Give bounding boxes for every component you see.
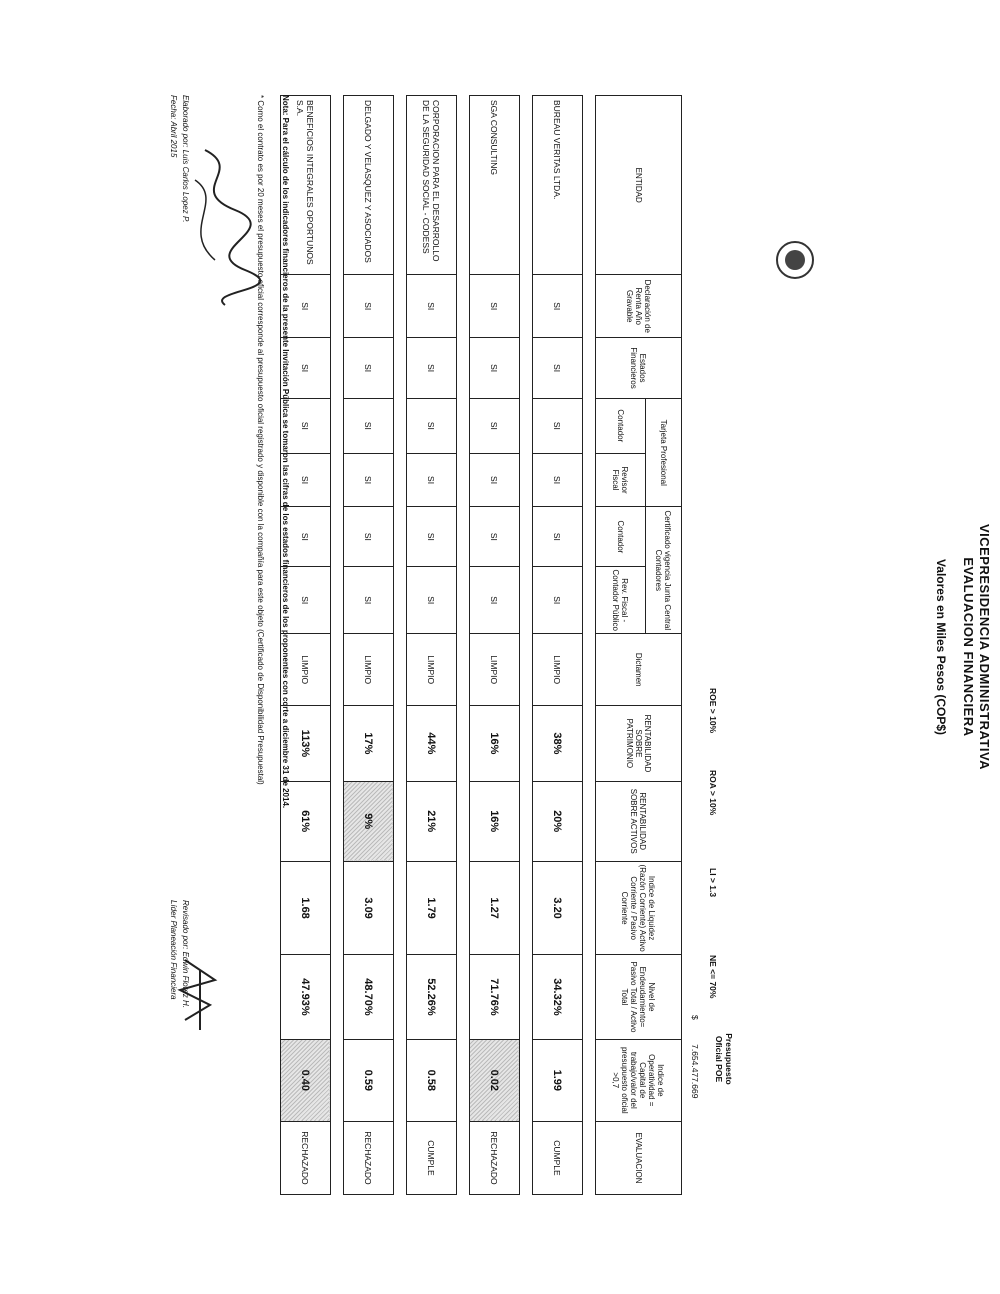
cell-tarjeta-revisor: SI bbox=[533, 453, 583, 507]
cell-evaluacion: CUMPLE bbox=[533, 1121, 583, 1194]
entity-name: BUREAU VERITAS LTDA. bbox=[533, 96, 583, 275]
revisado-por: Revisado por: Edwin Florez H. bbox=[181, 900, 190, 1009]
header-tarjeta: Tarjeta Profesional bbox=[646, 399, 682, 507]
cell-operatividad: 0.02 bbox=[470, 1039, 520, 1121]
cell-roe: 44% bbox=[407, 706, 457, 781]
cell-tarjeta-contador: SI bbox=[344, 399, 394, 454]
note-calculo: Nota: Para el cálculo de los indicadores financieros de la presente Invitación Pública se tomaron las cifras de los estados financieros de los proponentes con corte a diciembre 31 de 2014. bbox=[281, 95, 290, 809]
cell-operatividad: 0.59 bbox=[344, 1039, 394, 1121]
cell-evaluacion: CUMPLE bbox=[407, 1121, 457, 1194]
cell-roe: 113% bbox=[281, 706, 331, 781]
entity-name: CORPORACION PARA EL DESARROLLO DE LA SEGURIDAD SOCIAL - CODESS bbox=[407, 96, 457, 275]
cell-evaluacion: RECHAZADO bbox=[281, 1121, 331, 1194]
table-row bbox=[344, 96, 394, 1195]
cell-evaluacion: RECHAZADO bbox=[344, 1121, 394, 1194]
header-entidad: ENTIDAD bbox=[596, 96, 682, 275]
title-evaluacion: EVALUACION FINANCIERA bbox=[961, 557, 976, 737]
title-vicepresidencia: VICEPRESIDENCIA ADMINISTRATIVA bbox=[977, 523, 992, 771]
cell-cert-contador: SI bbox=[344, 507, 394, 567]
cell-declaracion: SI bbox=[407, 275, 457, 338]
elaborado-por: Elaborado por: Luis Carlos Lopez P. bbox=[181, 95, 190, 223]
table-row bbox=[407, 96, 457, 1195]
roa-constraint: ROA > 10% bbox=[708, 770, 718, 816]
cell-declaracion: SI bbox=[470, 275, 520, 338]
cell-liquidez: 3.09 bbox=[344, 861, 394, 954]
header-endeudamiento: Nivel de Endeudamiento= Pasivo Total / Activo Total bbox=[596, 955, 682, 1039]
cell-cert-revisor: SI bbox=[344, 567, 394, 634]
cell-operatividad: 1.99 bbox=[533, 1039, 583, 1121]
header-cert-revisor: Rev. Fiscal - Contador Público bbox=[596, 567, 646, 634]
cell-estados: SI bbox=[344, 338, 394, 399]
cell-declaracion: SI bbox=[281, 275, 331, 338]
cell-cert-revisor: SI bbox=[407, 567, 457, 634]
note-contrato: * Como el contrato es por 20 meses el presupuesto oficial corresponde al presupuesto oficial registrado y disponible con la compañía para este objeto (Certificado de Disponibilidad Presupuestal) bbox=[256, 95, 265, 785]
values-unit-subtitle: Valores en Miles Pesos (COP$) bbox=[934, 558, 948, 736]
cell-liquidez: 3.20 bbox=[533, 861, 583, 954]
header-cert-contador: Contador bbox=[596, 507, 646, 567]
cell-endeudamiento: 52.26% bbox=[407, 955, 457, 1039]
entity-name: BENEFICIOS INTEGRALES OPORTUNOS S.A. bbox=[281, 96, 331, 275]
header-tarjeta-contador: Contador bbox=[596, 399, 646, 454]
cell-endeudamiento: 47.93% bbox=[281, 955, 331, 1039]
cell-roe: 38% bbox=[533, 706, 583, 781]
cell-operatividad: 0.58 bbox=[407, 1039, 457, 1121]
cell-estados: SI bbox=[281, 338, 331, 399]
cell-roa: 20% bbox=[533, 781, 583, 861]
budget-value: 7.654.477.669 bbox=[690, 1044, 700, 1099]
header-roa: RENTABILIDAD SOBRE ACTIVOS bbox=[596, 781, 682, 861]
cell-endeudamiento: 34.32% bbox=[533, 955, 583, 1039]
cell-roa: 16% bbox=[470, 781, 520, 861]
li-constraint: LI > 1.3 bbox=[708, 868, 718, 898]
cell-operatividad: 0.40 bbox=[281, 1039, 331, 1121]
cell-declaracion: SI bbox=[344, 275, 394, 338]
entity-name: DELGADO Y VELASQUEZ Y ASOCIADOS bbox=[344, 96, 394, 275]
budget-label: Presupuesto Oficial POE bbox=[714, 1033, 734, 1085]
header-estados: Estados Financieros bbox=[596, 338, 682, 399]
seal-stamp bbox=[770, 230, 820, 290]
cell-tarjeta-revisor: SI bbox=[281, 453, 331, 507]
cell-tarjeta-contador: SI bbox=[407, 399, 457, 454]
cell-roa: 21% bbox=[407, 781, 457, 861]
cell-estados: SI bbox=[533, 338, 583, 399]
fecha: Fecha: Abril 2015 bbox=[169, 95, 178, 158]
header-roe: RENTABILIDAD SOBRE PATRIMONIO bbox=[596, 706, 682, 781]
cell-liquidez: 1.68 bbox=[281, 861, 331, 954]
cell-roe: 17% bbox=[344, 706, 394, 781]
cell-cert-contador: SI bbox=[470, 507, 520, 567]
cell-dictamen: LIMPIO bbox=[407, 634, 457, 706]
cell-cert-revisor: SI bbox=[281, 567, 331, 634]
cell-estados: SI bbox=[470, 338, 520, 399]
ne-constraint: NE <= 70% bbox=[708, 955, 718, 999]
header-tarjeta-revisor: Revisor Fiscal bbox=[596, 453, 646, 507]
cell-tarjeta-contador: SI bbox=[281, 399, 331, 454]
header-evaluacion: EVALUACION bbox=[596, 1121, 682, 1194]
cell-dictamen: LIMPIO bbox=[470, 634, 520, 706]
entity-name: SGA CONSULTING bbox=[470, 96, 520, 275]
cell-cert-contador: SI bbox=[407, 507, 457, 567]
cell-tarjeta-revisor: SI bbox=[407, 453, 457, 507]
cell-cert-contador: SI bbox=[533, 507, 583, 567]
cell-cert-revisor: SI bbox=[533, 567, 583, 634]
cell-roa: 9% bbox=[344, 781, 394, 861]
header-declaracion: Declaración de Renta Año Gravable bbox=[596, 275, 682, 338]
cell-endeudamiento: 71.76% bbox=[470, 955, 520, 1039]
table-row bbox=[470, 96, 520, 1195]
header-operatividad: Indice de Operatividad = Capital de trabajo/valor del presupuesto oficial >0,7 bbox=[596, 1039, 682, 1121]
cell-roe: 16% bbox=[470, 706, 520, 781]
cell-liquidez: 1.27 bbox=[470, 861, 520, 954]
cell-endeudamiento: 48.70% bbox=[344, 955, 394, 1039]
cell-tarjeta-contador: SI bbox=[470, 399, 520, 454]
table-row bbox=[533, 96, 583, 1195]
lider-planeacion: Líder Planeación Financiera bbox=[169, 900, 178, 1000]
evaluation-table bbox=[280, 95, 682, 1195]
cell-declaracion: SI bbox=[533, 275, 583, 338]
cell-evaluacion: RECHAZADO bbox=[470, 1121, 520, 1194]
cell-roa: 61% bbox=[281, 781, 331, 861]
cell-cert-contador: SI bbox=[281, 507, 331, 567]
budget-value-box bbox=[684, 1015, 700, 1165]
cell-dictamen: LIMPIO bbox=[344, 634, 394, 706]
header-liquidez: Indice de Liquidez (Razón Corriente) Activo Corriente / Pasivo Corriente bbox=[596, 861, 682, 954]
cell-cert-revisor: SI bbox=[470, 567, 520, 634]
cell-tarjeta-revisor: SI bbox=[470, 453, 520, 507]
cell-tarjeta-contador: SI bbox=[533, 399, 583, 454]
budget-currency: $ bbox=[690, 1015, 700, 1020]
header-dictamen: Dictamen bbox=[596, 634, 682, 706]
cell-liquidez: 1.79 bbox=[407, 861, 457, 954]
cell-estados: SI bbox=[407, 338, 457, 399]
cell-tarjeta-revisor: SI bbox=[344, 453, 394, 507]
cell-dictamen: LIMPIO bbox=[533, 634, 583, 706]
cell-dictamen: LIMPIO bbox=[281, 634, 331, 706]
header-certificado: Certificado vigencia Junta Central Contadores bbox=[646, 507, 682, 634]
roe-constraint: ROE > 10% bbox=[708, 688, 718, 734]
